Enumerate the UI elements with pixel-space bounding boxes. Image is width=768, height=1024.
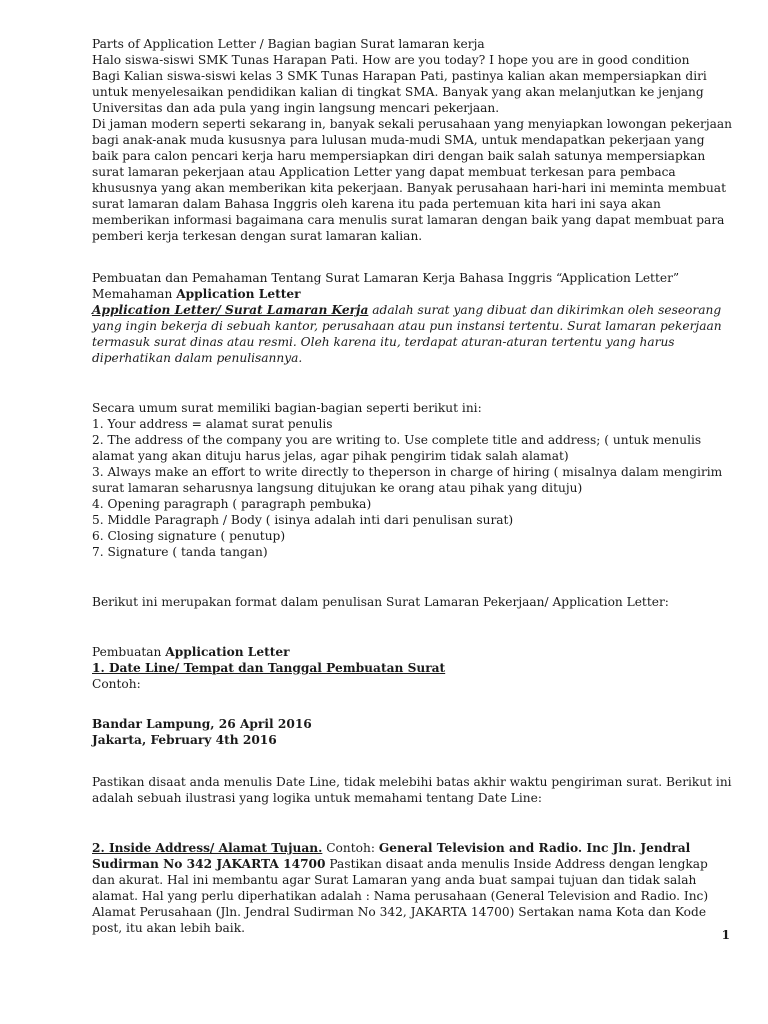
greeting-text: Halo siswa-siswi SMK Tunas Harapan Pati. How are you today? I hope you are in good condition [92, 53, 690, 67]
inside-address-paragraph [92, 840, 732, 936]
dateline-example-1: Bandar Lampung, 26 April 2016 [92, 717, 312, 731]
document-title: Parts of Application Letter / Bagian bagian Surat lamaran kerja [92, 37, 485, 51]
understanding-subheading [92, 286, 732, 302]
list-item: 3. Always make an effort to write directly to theperson in charge of hiring ( misalnya dalam mengirim surat lamaran seharusnya langsung ditujukan ke orang atau pihak yang dituju) [92, 465, 723, 495]
list-item: 1. Your address = alamat surat penulis [92, 417, 333, 431]
list-item: 5. Middle Paragraph / Body ( isinya adalah inti dari penulisan surat) [92, 513, 514, 527]
definition-text: adalah surat yang dibuat dan dikirimkan oleh seseorang yang ingin bekerja di sebuah kantor, perusahaan atau pun instansi tertentu. Surat lamaran pekerjaan termasuk surat dinas atau resmi. Oleh karena itu, terdapat aturan-aturan tertentu yang harus diperhatikan dalam penulisannya. [92, 303, 722, 365]
dateline-example-label: Contoh: [92, 677, 141, 691]
list-item: 2. The address of the company you are writing to. Use complete title and address; ( untuk menulis alamat yang akan dituju harus jelas, agar pihak pengirim tidak salah alamat) [92, 433, 702, 463]
inside-address-example: General Television and Radio. Inc Jln. Jendral Sudirman No 342 JAKARTA 14700 [92, 841, 691, 871]
definition-term: Application Letter/ Surat Lamaran Kerja [92, 303, 369, 317]
document-page [92, 36, 732, 936]
list-item: 6. Closing signature ( penutup) [92, 529, 286, 543]
subheading-prefix: Memahaman [92, 287, 177, 301]
list-item: 4. Opening paragraph ( paragraph pembuka) [92, 497, 372, 511]
making-prefix: Pembuatan [92, 645, 166, 659]
parts-intro: Secara umum surat memiliki bagian-bagian seperti berikut ini: [92, 401, 482, 415]
making-bold: Application Letter [165, 645, 290, 659]
understanding-heading: Pembuatan dan Pemahaman Tentang Surat Lamaran Kerja Bahasa Inggris “Application Letter” [92, 271, 680, 285]
making-heading [92, 644, 732, 660]
intro-paragraph-1: Bagi Kalian siswa-siswi kelas 3 SMK Tunas Harapan Pati, pastinya kalian akan mempersiapkan diri untuk menyelesaikan pendidikan kalian di tingkat SMA. Banyak yang akan melanjutkan ke jenjang Universitas dan ada pula yang ingin langsung mencari pekerjaan. [92, 69, 707, 115]
format-intro: Berikut ini merupakan format dalam penulisan Surat Lamaran Pekerjaan/ Application Letter: [92, 595, 669, 609]
list-item: 7. Signature ( tanda tangan) [92, 545, 268, 559]
dateline-example-2: Jakarta, February 4th 2016 [92, 733, 277, 747]
inside-address-text: Pastikan disaat anda menulis Inside Address dengan lengkap dan akurat. Hal ini membantu agar Surat Lamaran yang anda buat sampai tujuan dan tidak salah alamat. Hal yang perlu diperhatikan adalah : Nama perusahaan (General Television and Radio. Inc) Alamat Perusahaan (Jln. Jendral Sudirman No 342, JAKARTA 14700) Sertakan nama Kota dan Kode post, itu akan lebih baik. [92, 857, 709, 935]
inside-address-heading: 2. Inside Address/ Alamat Tujuan. [92, 841, 323, 855]
parts-list [92, 416, 732, 560]
dateline-note: Pastikan disaat anda menulis Date Line, tidak melebihi batas akhir waktu pengiriman surat. Berikut ini adalah sebuah ilustrasi yang logika untuk memahami tentang Date Line: [92, 775, 732, 805]
definition-paragraph [92, 302, 732, 366]
intro-paragraph-2: Di jaman modern seperti sekarang in, banyak sekali perusahaan yang menyiapkan lowongan pekerjaan bagi anak-anak muda kususnya para lulusan muda-mudi SMA, untuk mendapatkan pekerjaan yang baik para calon pencari kerja haru mempersiapkan diri dengan baik salah satunya mempersiapkan surat lamaran pekerjaan atau Application Letter yang dapat membuat terkesan para pembaca khususnya yang akan memberikan kita pekerjaan. Banyak perusahaan hari-hari ini meminta membuat surat lamaran dalam Bahasa Inggris oleh karena itu pada pertemuan kita hari ini saya akan memberikan informasi bagaimana cara menulis surat lamaran dengan baik yang dapat membuat para pemberi kerja terkesan dengan surat lamaran kalian. [92, 117, 732, 243]
subheading-bold: Application Letter [176, 287, 301, 301]
dateline-heading: 1. Date Line/ Tempat dan Tanggal Pembuatan Surat [92, 661, 446, 675]
inside-address-example-label: Contoh: [322, 841, 379, 855]
page-number: 1 [721, 928, 730, 942]
